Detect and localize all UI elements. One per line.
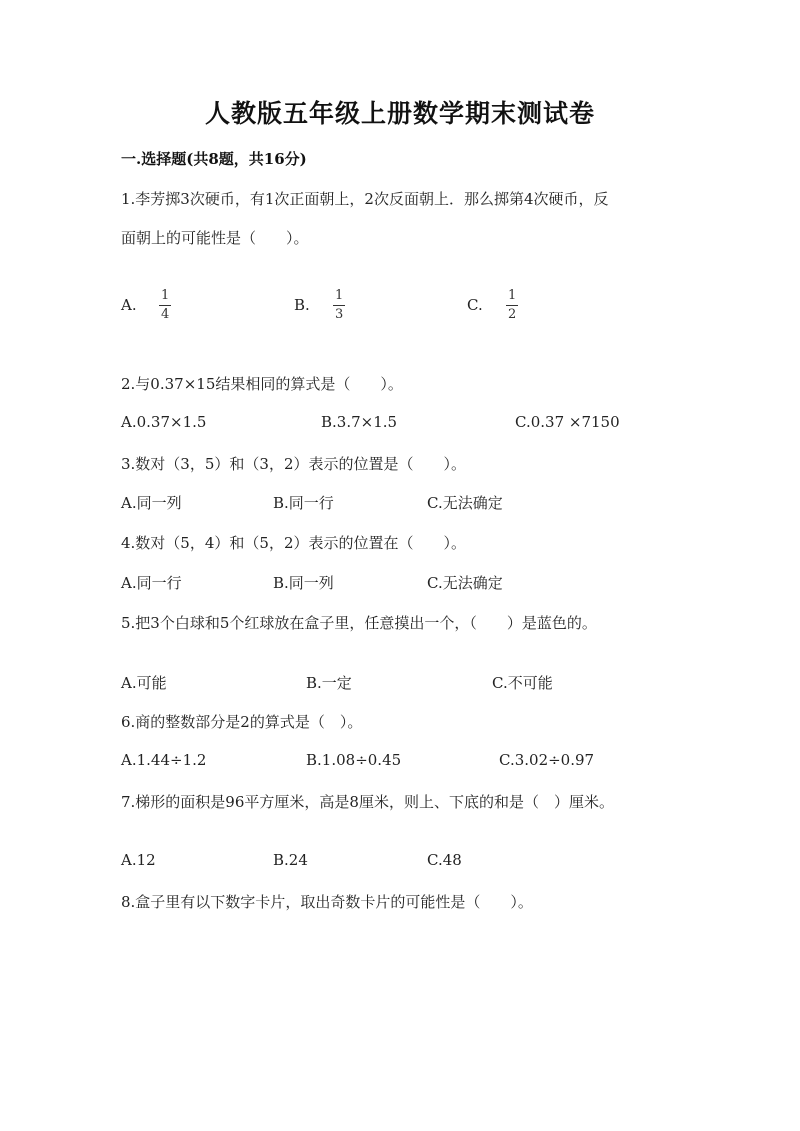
- q4-option-b: B.同一列: [273, 574, 334, 592]
- fraction-bar: [159, 305, 171, 306]
- q5-option-a: A.可能: [121, 674, 167, 692]
- question-7: 7.梯形的面积是96平方厘米，高是8厘米，则上、下底的和是（ ）厘米。: [121, 793, 614, 811]
- q4-option-a: A.同一行: [121, 574, 182, 592]
- fraction-numerator: 1: [508, 288, 517, 303]
- question-4: 4.数对（5，4）和（5，2）表示的位置在（ ）。: [121, 534, 466, 552]
- q5-option-c: C.不可能: [492, 674, 553, 692]
- fraction-bar: [333, 305, 345, 306]
- q2-option-b: B.3.7×1.5: [321, 413, 398, 431]
- fraction-numerator: 1: [335, 288, 344, 303]
- q1-option-b-label: B.: [294, 296, 310, 314]
- q3-option-a: A.同一列: [121, 494, 182, 512]
- fraction-numerator: 1: [161, 288, 170, 303]
- q6-option-b: B.1.08÷0.45: [306, 751, 402, 769]
- question-6: 6.商的整数部分是2的算式是（ ）。: [121, 713, 363, 731]
- question-1-line-2: 面朝上的可能性是（ ）。: [121, 229, 309, 247]
- fraction-denominator: 3: [335, 307, 344, 322]
- q6-option-c: C.3.02÷0.97: [499, 751, 595, 769]
- q4-option-c: C.无法确定: [427, 574, 503, 592]
- question-2: 2.与0.37×15结果相同的算式是（ ）。: [121, 375, 403, 393]
- question-1-line-1: 1.李芳掷3次硬币，有1次正面朝上，2次反面朝上．那么掷第4次硬币，反: [121, 190, 609, 208]
- q2-option-a: A.0.37×1.5: [121, 413, 207, 431]
- fraction-denominator: 2: [508, 307, 517, 322]
- q3-option-b: B.同一行: [273, 494, 334, 512]
- q1-option-a-label: A.: [121, 296, 137, 314]
- q2-option-c: C.0.37 ×7150: [515, 413, 620, 431]
- q5-option-b: B.一定: [306, 674, 352, 692]
- question-8: 8.盒子里有以下数字卡片，取出奇数卡片的可能性是（ ）。: [121, 893, 533, 911]
- fraction-denominator: 4: [161, 307, 170, 322]
- fraction-bar: [506, 305, 518, 306]
- q3-option-c: C.无法确定: [427, 494, 503, 512]
- q1-option-b-fraction: [333, 289, 345, 322]
- question-3: 3.数对（3，5）和（3，2）表示的位置是（ ）。: [121, 455, 466, 473]
- q7-option-a: A.12: [121, 851, 156, 869]
- q1-option-a-fraction: [159, 289, 171, 322]
- q6-option-a: A.1.44÷1.2: [121, 751, 207, 769]
- section-heading: 一.选择题(共8题，共16分): [121, 150, 307, 168]
- q1-option-c-fraction: [506, 289, 518, 322]
- q7-option-c: C.48: [427, 851, 462, 869]
- q7-option-b: B.24: [273, 851, 308, 869]
- question-5: 5.把3个白球和5个红球放在盒子里，任意摸出一个，（ ）是蓝色的。: [121, 614, 597, 632]
- q1-option-c-label: C.: [467, 296, 483, 314]
- page-title: 人教版五年级上册数学期末测试卷: [204, 99, 595, 128]
